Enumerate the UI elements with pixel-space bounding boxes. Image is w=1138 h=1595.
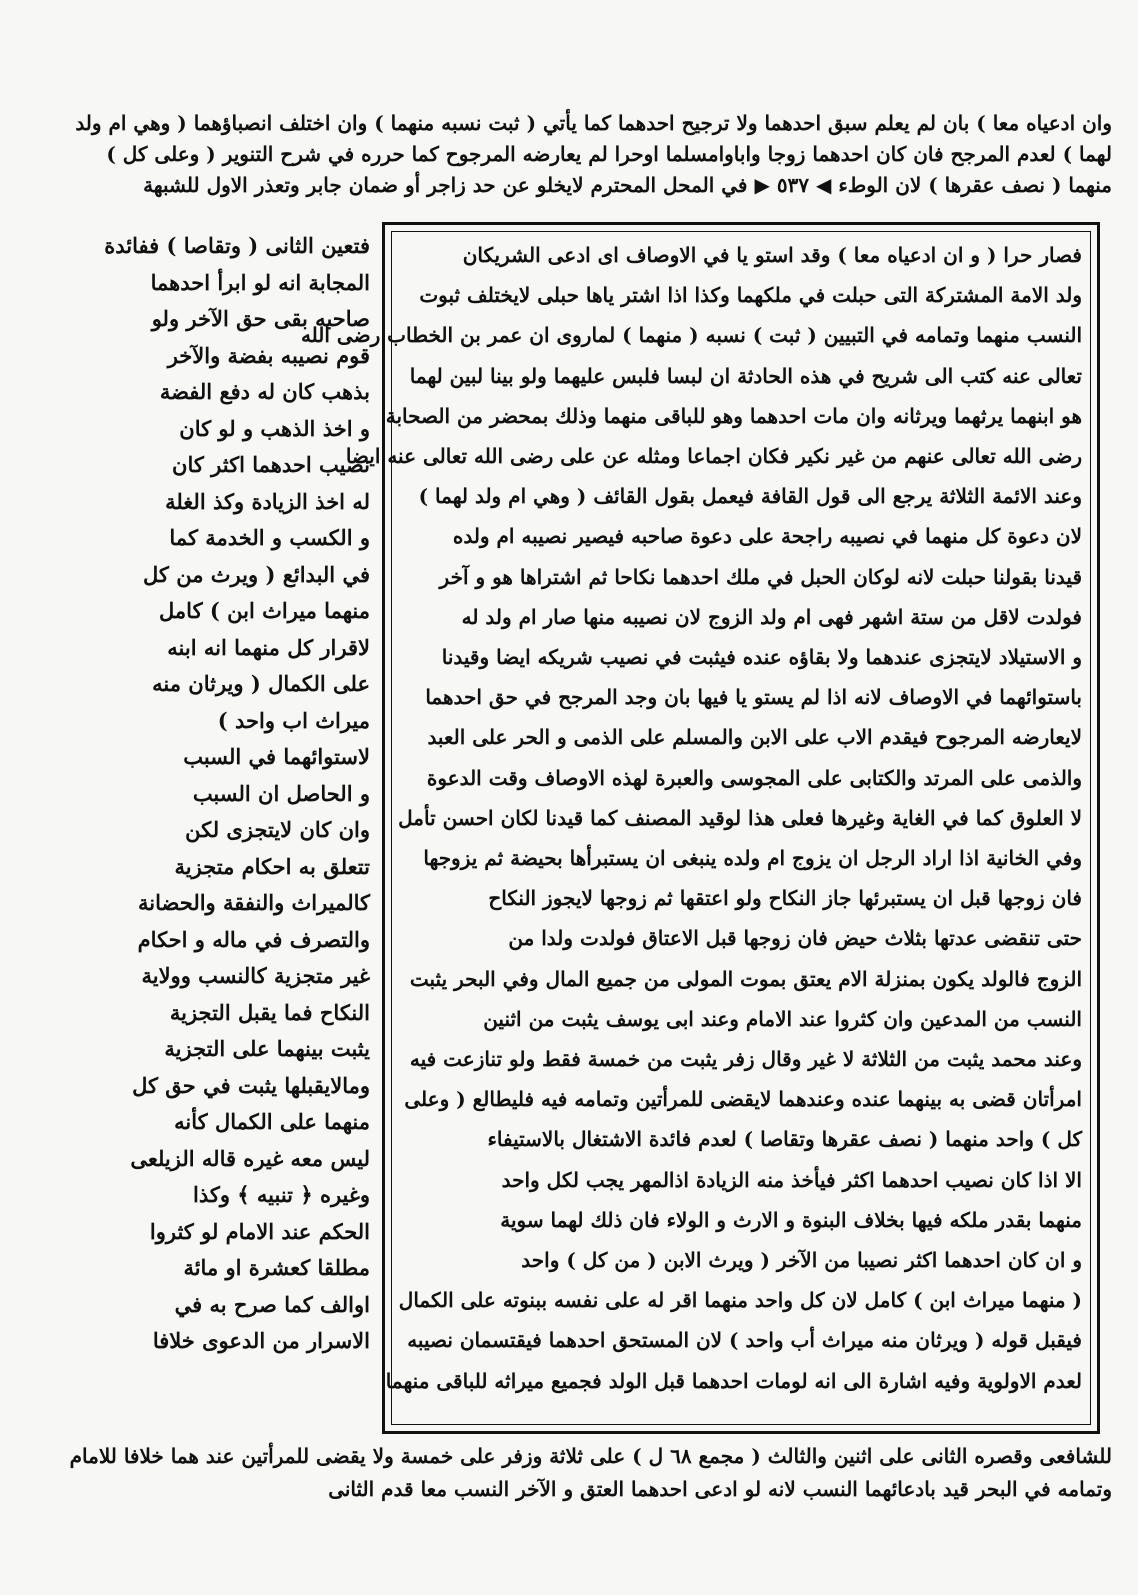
margin-text-line-2: المجابة انه لو ابرأ احدهما [150,269,370,295]
main-text-line-24: الا اذا كان نصيب احدهما اكثر فيأخذ منه الزيادة اذالمهر يجب لكل واحد [501,1167,1082,1192]
margin-text-line-3: صاحبه بقى حق الآخر ولو [151,306,370,331]
main-text-line-19: الزوج فالولد يكون بمنزلة الام يعتق بموت المولى من جميع المال وفي البحر يثبت [409,966,1082,991]
margin-text-line-6: و اخذ الذهب و لو كان [179,415,370,441]
margin-text-line-11: منهما ميراث ابن ) كامل [159,598,370,623]
main-text-line-21: وعند محمد يثبت من الثلاثة لا غير وقال زفر يثبت من خمسة فقط ولو تنازعت فيه [409,1047,1082,1071]
margin-text-line-13: على الكمال ( ويرثان منه [152,671,370,696]
main-text-line-9: قيدنا بقولنا حبلت لانه لوكان الحبل في ملك احدهما نكاحا ثم اشتراها هو و آخر [439,564,1082,589]
main-text-line-10: فولدت لاقل من ستة اشهر فهى ام ولد الزوج لان نصيبه منها صار ام ولد له [461,604,1082,629]
margin-text-line-9: و الكسب و الخدمة كما [169,525,370,550]
margin-text-line-31: الاسرار من الدعوى خلافا [152,1328,370,1353]
main-text-line-8: لان دعوة كل منهما في نصيبه راجحة على دعوة صاحبه فيصير نصيبه ام ولده [452,524,1082,549]
margin-text-line-28: الحكم عند الامام لو كثروا [149,1218,370,1244]
main-text-line-6: رضى الله تعالى عنهم من غير نكير فكان اجماعا ومثله عن على رضى الله تعالى عنه ايضا [345,444,1082,468]
margin-text-line-12: لاقرار كل منهما انه ابنه [167,634,370,660]
margin-text-line-16: و الحاصل ان السبب [192,780,370,806]
margin-commentary-column [30,228,370,1360]
margin-text-line-18: تتعلق به احكام متجزية [174,853,370,879]
main-text-line-26: و ان كان احدهما اكثر نصيبا من الآخر ( ويرث الابن ( من كل ) واحد [521,1248,1082,1272]
margin-text-line-15: لاستوائهما في السبب [183,744,370,769]
bottom-text-line-2: وتمامه في البحر قيد بادعائهما النسب لانه لو ادعى احدهما العتق و الآخر النسب معا قدم الثانى [328,1477,1112,1501]
top-text-block [30,108,1112,201]
main-text-line-27: ( منهما ميراث ابن ) كامل لان كل واحد منهما اقر له على نفسه ببنوته على الكمال [398,1288,1082,1313]
main-text-line-13: لايعارضه المرجوح فيقدم الاب على الابن والمسلم على الذمى و الحر على العبد [427,725,1082,750]
main-text-line-4: تعالى عنه كتب الى شريح في هذه الحادثة ان لبسا فلبس عليهما ولو بينا لبين لهما [409,363,1082,388]
main-text-line-22: امرأتان قضى به بينهما عنده وعندهما لايقضى للمرأتين وتمامه فيه فليطالع ( وعلى [404,1087,1082,1112]
main-text-line-29: لعدم الاولوية وفيه اشارة الى انه لومات احدهما قبل الولد فجميع ميراثه للباقى منهما [385,1368,1082,1393]
main-text-line-7: وعند الائمة الثلاثة يرجع الى قول القافة فيعمل بقول القائف ( وهي ام ولد لهما ) [418,484,1082,509]
main-text-line-12: باستوائهما في الاوصاف لانه اذا لم يستو يا فيها بان وجد المرجح في حق احدهما [425,685,1082,710]
main-text-line-2: ولد الامة المشتركة التى حبلت في ملكهما وكذا اذا اشتر ياها حبلى لايختلف ثبوت [419,283,1082,308]
main-text-line-14: والذمى على المرتد والكتابى على المجوسى والعبرة لهذه الاوصاف وقت الدعوة [426,765,1082,790]
main-text-line-16: وفي الخانية اذا اراد الرجل ان يزوج ام ولده ينبغى ان يستبرأها بحيضة ثم يزوجها [423,846,1082,870]
margin-text-line-4: قوم نصيبه بفضة والآخر [167,342,370,368]
bottom-text-line-1: للشافعى وقصره الثانى على اثنين والثالث ( مجمع ٦٨ ل ) على ثلاثة وزفر على خمسة ولا يقضى للمرأتين عند هما خلافا للامام [69,1444,1112,1468]
main-text-line-3: النسب منهما وتمامه في التبيين ( ثبت ) نسبه ( منهما ) لماروى ان عمر بن الخطاب رضى الله [300,323,1082,348]
main-text-inner-frame [300,231,1091,1425]
main-text-line-25: منهما بقدر ملكه فيها بخلاف البنوة و الارث و الولاء فان ذلك لهما سوية [500,1207,1082,1232]
margin-text-line-14: ميراث اب واحد ) [217,707,370,733]
main-text-frame [300,222,1100,1434]
main-text-line-11: و الاستيلاد لايتجزى عندهما ولا بقاؤه عنده فيثبت في نصيب شريكه ايضا وقيدنا [441,645,1082,669]
margin-text-line-24: ومالايقبلها يثبت في حق كل [132,1072,370,1098]
top-text-line-2: لهما ) لعدم المرجح فان كان احدهما زوجا واباوامسلما اوحرا لم يعارضه المرجوح كما حرره في شرح التنوير ( وعلى كل ) [106,142,1112,166]
main-text-line-20: النسب من المدعين وان كثروا عند الامام وعند ابى يوسف يثبت من اثنين [483,1006,1082,1031]
margin-text-line-21: غير متجزية كالنسب وولاية [141,963,370,988]
main-text-line-18: حتى تنقضى عدتها بثلاث حيض فان زوجها قبل الاعتاق فولدت ولدا من [508,926,1082,951]
main-text-line-23: كل ) واحد منهما ( نصف عقرها وتقاصا ) لعدم فائدة الاشتغال بالاستيفاء [487,1127,1082,1152]
margin-text-line-1: فتعين الثانى ( وتقاصا ) ففائدة [104,233,370,258]
margin-text-line-29: مطلقا كعشرة او مائة [183,1255,370,1280]
top-text-line-3: منهما ( نصف عقرها ) لان الوطء ◀ ٥٣٧ ▶ في المحل المحترم لايخلو عن حد زاجر أو ضمان جابر وتعذر الاول للشبهة [143,173,1112,197]
margin-text-line-8: له اخذ الزيادة وكذ الغلة [165,488,370,514]
bottom-text-block [30,1440,1112,1506]
main-text-line-28: فيقبل قوله ( ويرثان منه ميراث أب واحد ) لان المستحق احدهما فيقتسمان نصيبه [407,1328,1082,1353]
margin-text-line-25: منهما على الكمال كأنه [174,1109,370,1134]
margin-text-line-30: اوالف كما صرح به في [174,1291,370,1317]
main-text-line-1: فصار حرا ( و ان ادعياه معا ) وقد استو يا في الاوصاف اى ادعى الشريكان [462,243,1082,267]
margin-text-line-19: كالميراث والنفقة والحضانة [138,890,370,915]
margin-text-line-5: بذهب كان له دفع الفضة [159,379,370,404]
main-text-line-5: هو ابنهما يرثهما ويرثانه وان مات احدهما وهو للباقى منهما وذلك بمحضر من الصحابة [385,403,1082,428]
margin-text-line-26: ليس معه غيره قاله الزيلعى [130,1145,370,1171]
margin-text-line-17: وان كان لايتجزى لكن [185,817,370,842]
margin-text-line-7: نصيب احدهما اكثر كان [172,452,370,477]
top-text-line-1: وان ادعياه معا ) بان لم يعلم سبق احدهما ولا ترجيح احدهما كما يأتي ( ثبت نسبه منهما ) وان اختلف انصباؤهما ( وهي ام ولد [75,111,1112,135]
margin-text-line-27: وغيره ﴿ تنبيه ﴾ وكذا [192,1182,370,1207]
main-text-line-15: لا العلوق كما في الغاية وغيرها فعلى هذا لوقيد المصنف كما قيدنا لكان احسن تأمل [398,805,1082,830]
main-text-line-17: فان زوجها قبل ان يستبرئها جاز النكاح ولو اعتقها ثم زوجها لايجوز النكاح [488,886,1082,911]
margin-text-line-20: والتصرف في ماله و احكام [137,926,370,952]
margin-text-line-23: يثبت بينهما على التجزية [164,1036,370,1061]
margin-text-line-22: النكاح فما يقبل التجزية [169,999,370,1025]
margin-text-line-10: في البدائع ( ويرث من كل [143,561,370,587]
